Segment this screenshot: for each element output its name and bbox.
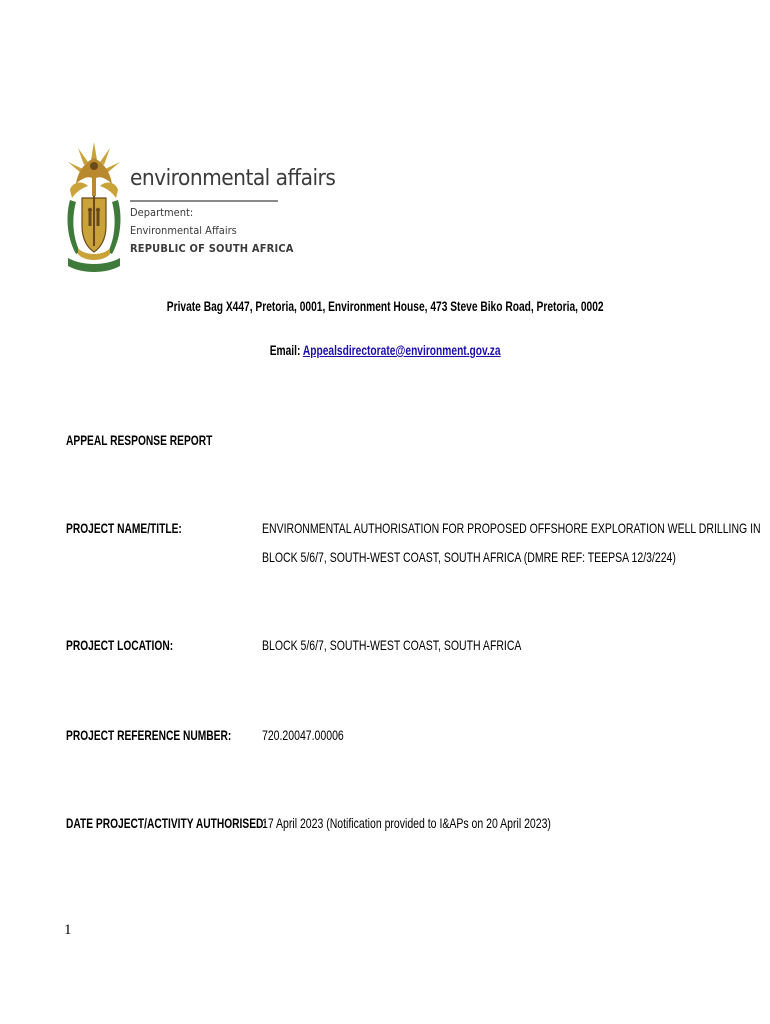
project-reference-value: 720.20047.00006 — [262, 727, 344, 743]
date-authorised-label: DATE PROJECT/ACTIVITY AUTHORISED: — [66, 815, 267, 831]
email-label: Email: — [269, 342, 301, 358]
email-link[interactable]: Appealsdirectorate@environment.gov.za — [302, 342, 501, 358]
brand-name: environmental affairs — [130, 166, 336, 191]
department-label: Department: — [130, 206, 194, 219]
report-title: APPEAL RESPONSE REPORT — [66, 432, 213, 448]
project-name-value: ENVIRONMENTAL AUTHORISATION FOR PROPOSED OFFSHORE EXPLORATION WELL DRILLING IN BLOCK 5/6/7, SOUTH-WEST COAST, SOUTH AFRICA (DMRE REF: TEEPSA 12/3/224) — [262, 520, 761, 565]
project-location-label: PROJECT LOCATION: — [66, 637, 174, 653]
country-name: REPUBLIC OF SOUTH AFRICA — [130, 242, 294, 255]
postal-address — [0, 298, 770, 314]
department-logo — [64, 140, 336, 276]
project-reference-label: PROJECT REFERENCE NUMBER: — [66, 727, 232, 743]
address-text: Private Bag X447, Pretoria, 0001, Environment House, 473 Steve Biko Road, Pretoria, 0002 — [166, 298, 604, 314]
project-name-label: PROJECT NAME/TITLE: — [66, 520, 182, 536]
project-location-value: BLOCK 5/6/7, SOUTH-WEST COAST, SOUTH AFRICA — [262, 637, 522, 653]
coat-of-arms-icon — [64, 140, 124, 274]
page-number: 1 — [64, 922, 72, 938]
logo-divider — [130, 200, 278, 202]
email-line — [0, 342, 770, 358]
date-authorised-value: 17 April 2023 (Notification provided to I&APs on 20 April 2023) — [262, 815, 551, 831]
department-name: Environmental Affairs — [130, 224, 237, 237]
